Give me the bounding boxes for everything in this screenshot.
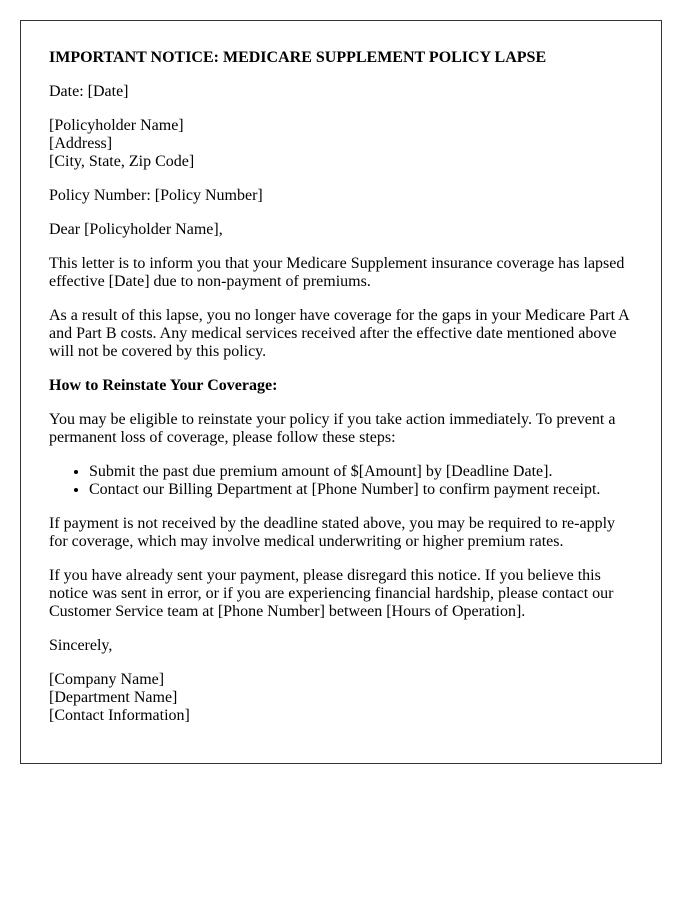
reinstate-heading: How to Reinstate Your Coverage: [49, 377, 278, 394]
letter-title: IMPORTANT NOTICE: MEDICARE SUPPLEMENT POLICY LAPSE [49, 49, 547, 66]
signature-block [49, 671, 633, 725]
recipient-city-state-zip: [City, State, Zip Code] [49, 153, 195, 170]
list-item: • Submit the past due premium amount of $[Amount] by [Deadline Date]. [89, 463, 633, 481]
disregard-paragraph: If you have already sent your payment, please disregard this notice. If you believe this notice was sent in error, or if you are experiencing financial hardship, please contact our Customer Service team at [Phone Number] between [Hours of Operation]. [49, 567, 614, 620]
closing: Sincerely, [49, 637, 113, 654]
reinstate-intro-paragraph: You may be eligible to reinstate your policy if you take action immediately. To prevent a permanent loss of coverage, please follow these steps: [49, 411, 616, 446]
recipient-address: [Address] [49, 135, 113, 152]
reinstate-steps-list [49, 463, 633, 499]
letter-document [20, 20, 662, 764]
signature-contact: [Contact Information] [49, 707, 190, 724]
policy-number-line: Policy Number: [Policy Number] [49, 187, 263, 204]
date-line: Date: [Date] [49, 83, 129, 100]
signature-company: [Company Name] [49, 671, 165, 688]
signature-department: [Department Name] [49, 689, 178, 706]
recipient-address-block [49, 117, 633, 171]
recipient-name: [Policyholder Name] [49, 117, 184, 134]
list-item: • Contact our Billing Department at [Phone Number] to confirm payment receipt. [89, 481, 633, 499]
salutation: Dear [Policyholder Name], [49, 221, 223, 238]
intro-paragraph: This letter is to inform you that your Medicare Supplement insurance coverage has lapsed effective [Date] due to non-payment of premiums. [49, 255, 625, 290]
warning-paragraph: If payment is not received by the deadline stated above, you may be required to re-apply for coverage, which may involve medical underwriting or higher premium rates. [49, 515, 616, 550]
consequence-paragraph: As a result of this lapse, you no longer have coverage for the gaps in your Medicare Part A and Part B costs. Any medical services received after the effective date mentioned above will not be covered by this policy. [49, 307, 629, 360]
